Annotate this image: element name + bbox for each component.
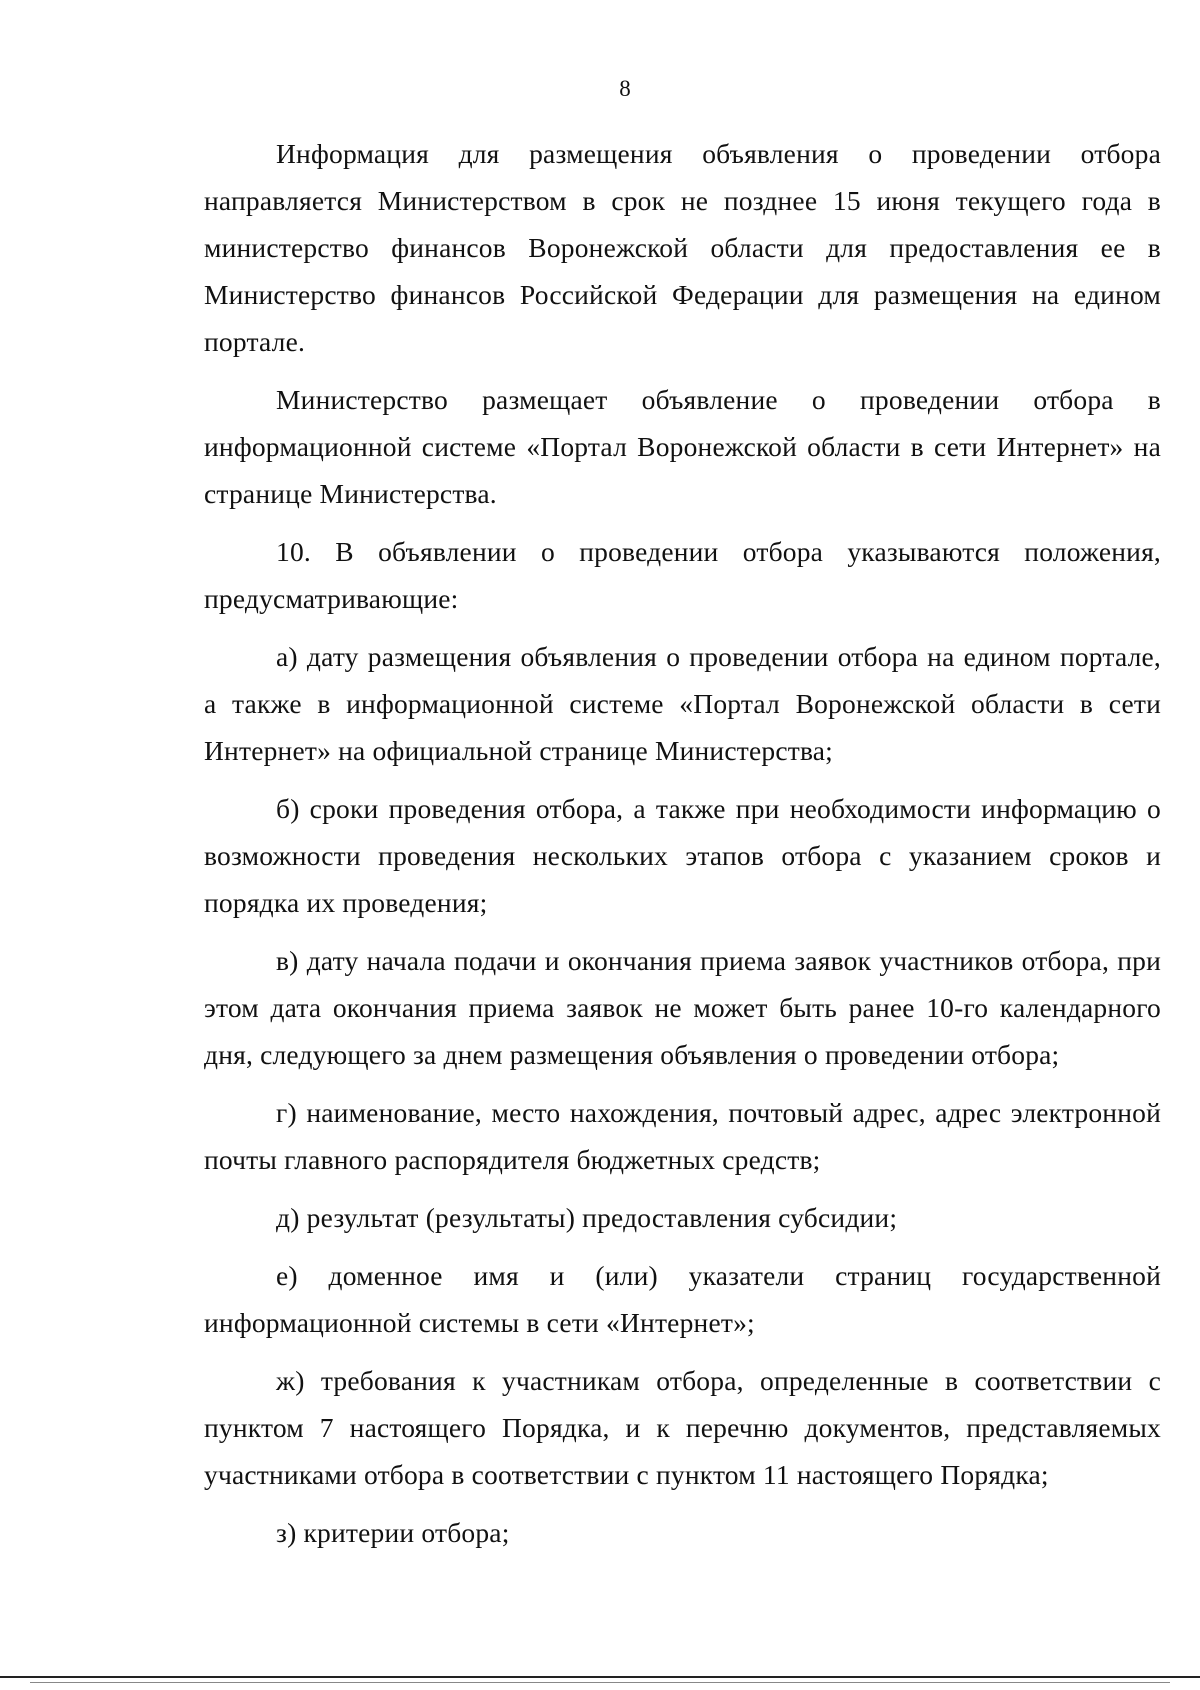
paragraph-subitem-e: е) доменное имя и (или) указатели страниц государственной информационной системы в сети «Интернет»; [204,1260,1161,1338]
footer-divider [0,1676,1200,1678]
page-number: 8 [619,76,631,101]
paragraph-item-10: 10. В объявлении о проведении отбора указываются положения, предусматривающие: [204,536,1161,614]
paragraph-subitem-z: з) критерии отбора; [276,1517,510,1548]
paragraph-subitem-a: а) дату размещения объявления о проведении отбора на едином портале, а также в информационной системе «Портал Воронежской области в сети Интернет» на официальной странице Министерства; [204,641,1161,766]
paragraph-subitem-d: д) результат (результаты) предоставления субсидии; [276,1202,898,1233]
paragraph-subitem-g: г) наименование, место нахождения, почтовый адрес, адрес электронной почты главного распорядителя бюджетных средств; [204,1097,1161,1175]
paragraph-subitem-v: в) дату начала подачи и окончания приема заявок участников отбора, при этом дата окончания приема заявок не может быть ранее 10-го календарного дня, следующего за днем размещения объявления о проведении отбора; [204,945,1161,1070]
paragraph-subitem-b: б) сроки проведения отбора, а также при необходимости информацию о возможности проведения нескольких этапов отбора с указанием сроков и порядка их проведения; [204,793,1161,918]
footer-divider-shadow [30,1682,1170,1683]
document-body [204,130,1161,1567]
paragraph-info-submission: Информация для размещения объявления о проведении отбора направляется Министерством в срок не позднее 15 июня текущего года в министерство финансов Воронежской области для предоставления ее в Министерство финансов Российской Федерации для размещения на едином портале. [204,138,1161,357]
paragraph-subitem-zh: ж) требования к участникам отбора, определенные в соответствии с пунктом 7 настоящего Порядка, и к перечню документов, представляемых участниками отбора в соответствии с пунктом 11 настоящего Порядка; [204,1365,1161,1490]
paragraph-ministry-publishes: Министерство размещает объявление о проведении отбора в информационной системе «Портал Воронежской области в сети Интернет» на странице Министерства. [204,384,1161,509]
